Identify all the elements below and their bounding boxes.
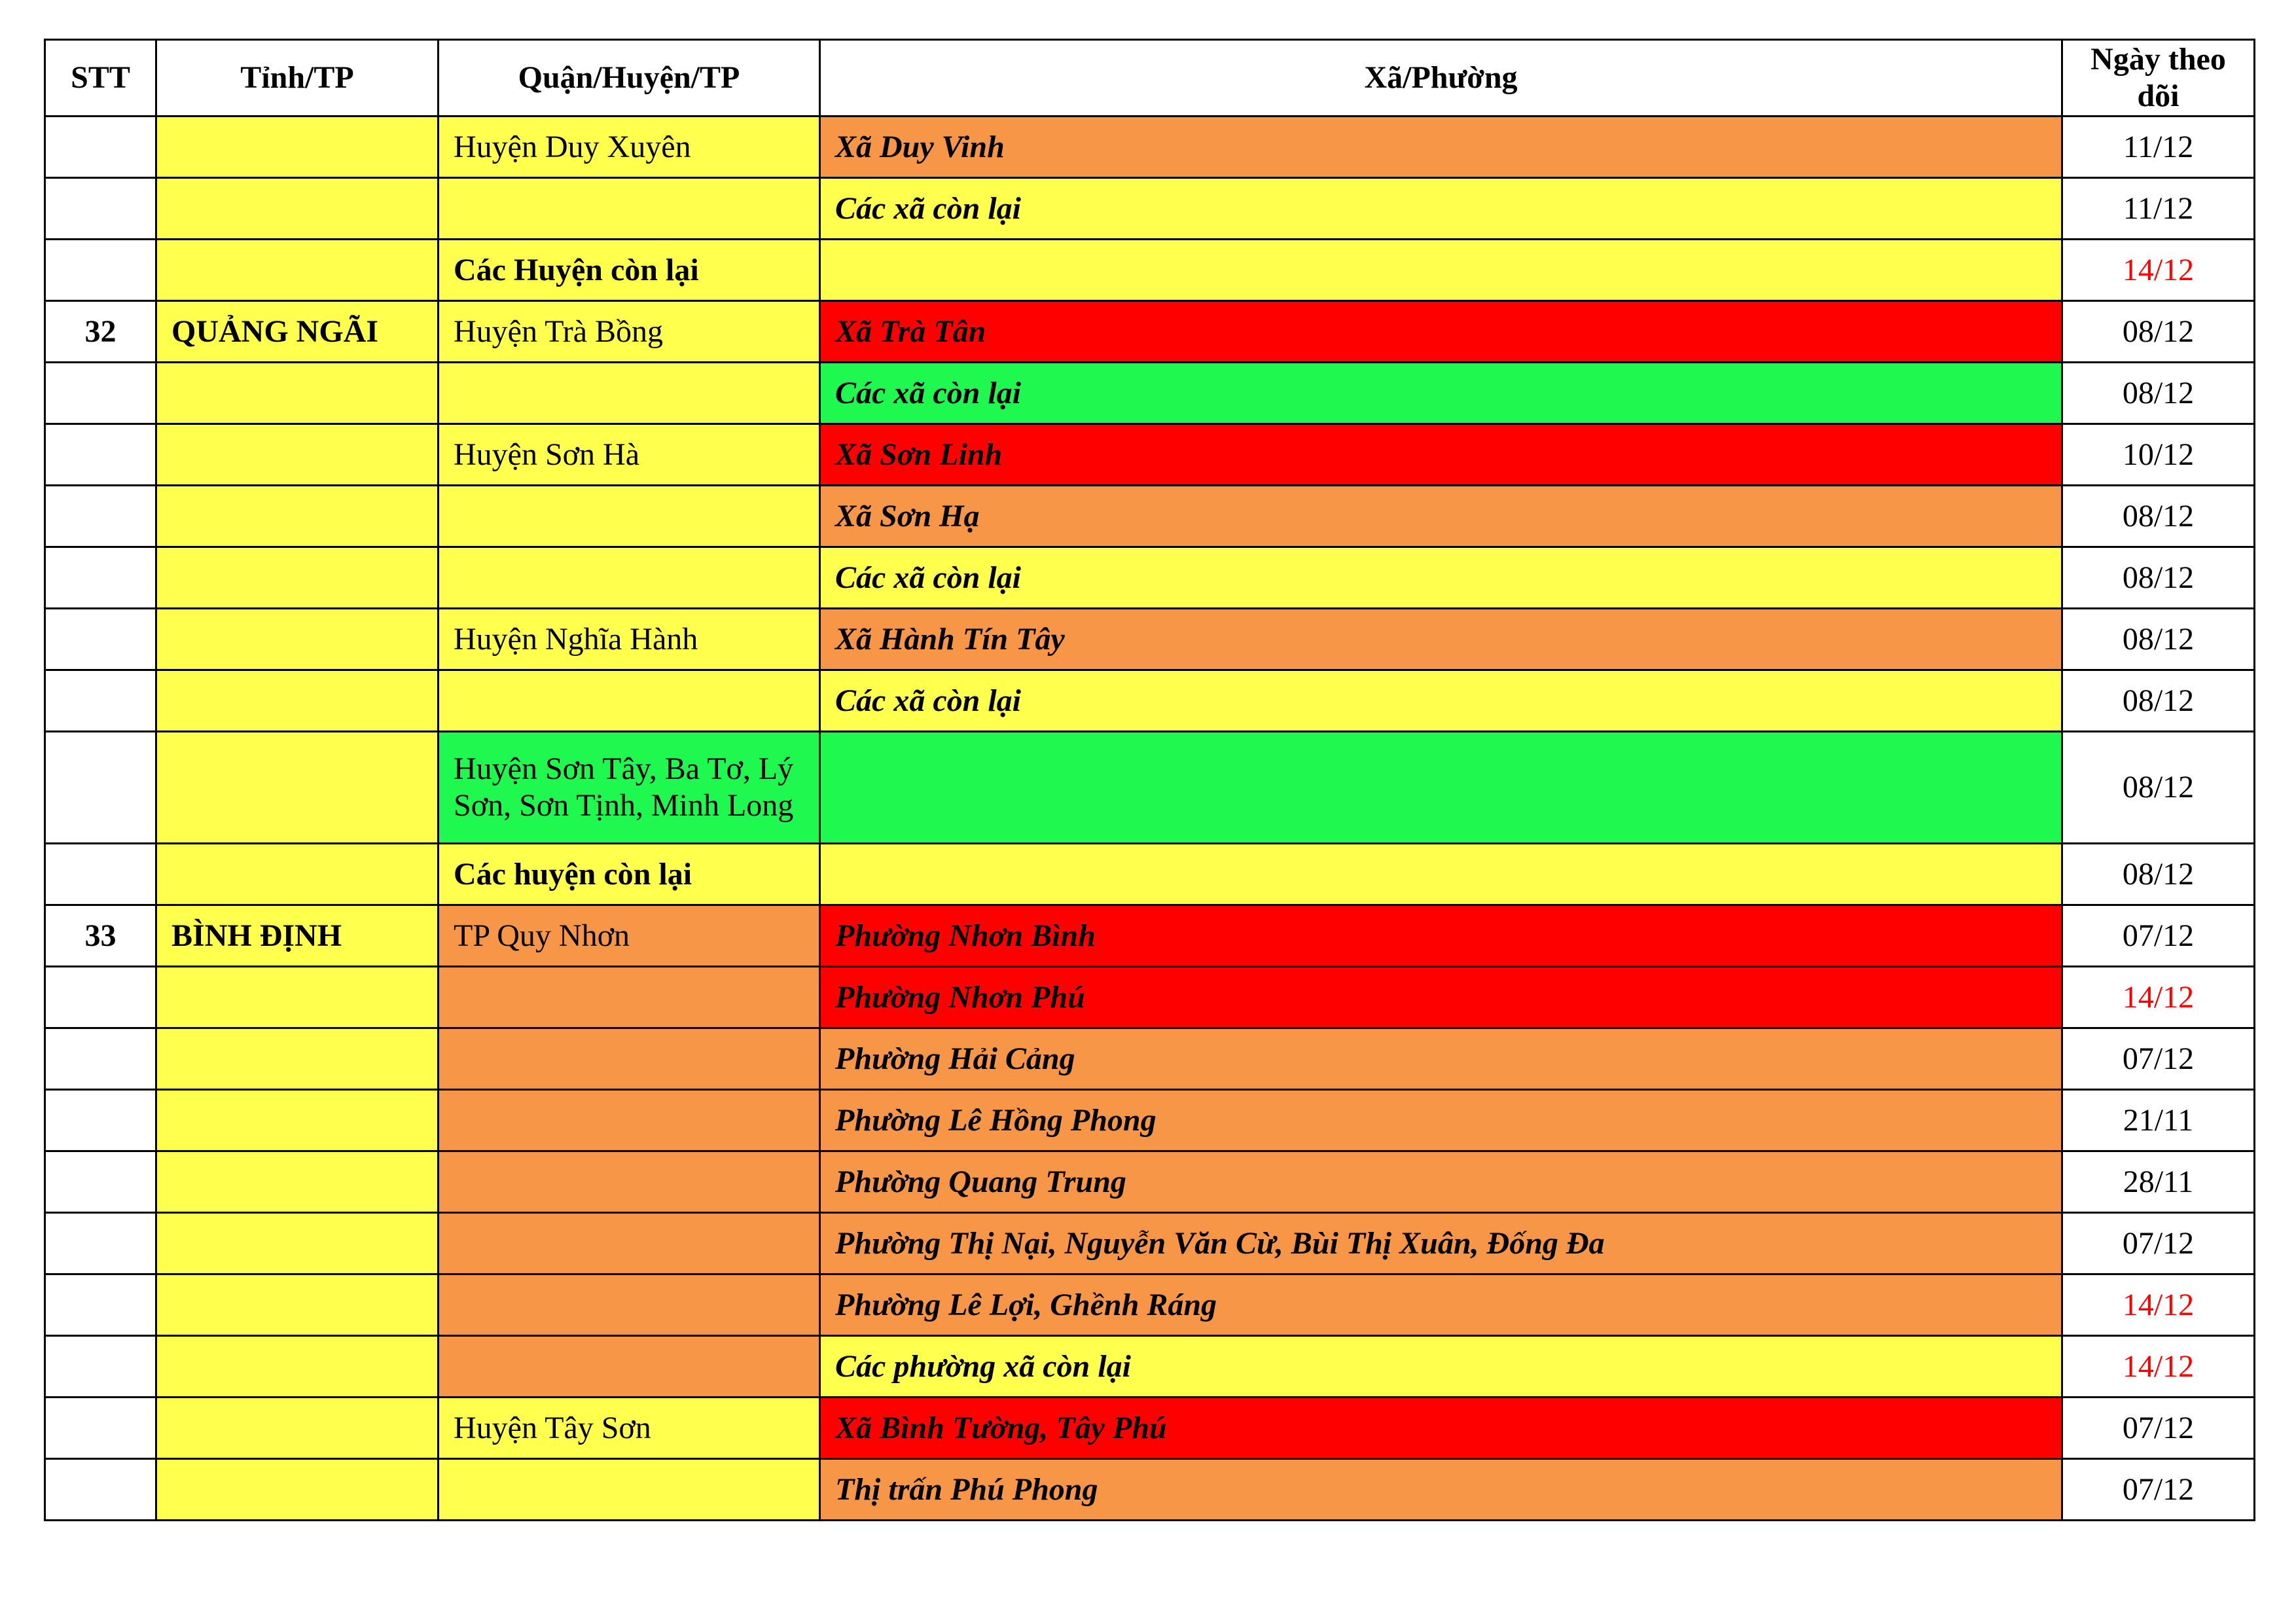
stt-cell — [45, 1090, 156, 1151]
header-province: Tỉnh/TP — [156, 40, 439, 117]
ward-cell: Phường Lê Hồng Phong — [820, 1090, 2062, 1151]
district-cell: Huyện Nghĩa Hành — [439, 609, 820, 670]
ward-cell: Phường Nhơn Phú — [820, 967, 2062, 1028]
table-row — [45, 486, 2255, 547]
province-cell — [156, 1336, 439, 1398]
table-row — [45, 424, 2255, 486]
date-cell: 10/12 — [2062, 424, 2255, 486]
province-cell — [156, 732, 439, 844]
date-cell: 08/12 — [2062, 547, 2255, 609]
stt-cell — [45, 670, 156, 732]
district-cell — [439, 1336, 820, 1398]
province-cell: QUẢNG NGÃI — [156, 301, 439, 363]
stt-cell: 33 — [45, 905, 156, 967]
district-cell — [439, 486, 820, 547]
province-cell — [156, 1028, 439, 1090]
stt-cell — [45, 609, 156, 670]
province-cell — [156, 1398, 439, 1459]
province-cell — [156, 844, 439, 905]
stt-cell — [45, 547, 156, 609]
table-row — [45, 363, 2255, 424]
stt-cell — [45, 1028, 156, 1090]
province-cell — [156, 363, 439, 424]
province-cell — [156, 609, 439, 670]
table-row — [45, 844, 2255, 905]
district-cell — [439, 1213, 820, 1274]
ward-cell: Các xã còn lại — [820, 670, 2062, 732]
stt-cell — [45, 486, 156, 547]
table-row — [45, 1398, 2255, 1459]
district-cell — [439, 967, 820, 1028]
date-cell: 08/12 — [2062, 844, 2255, 905]
stt-cell — [45, 732, 156, 844]
province-cell — [156, 1090, 439, 1151]
table-row — [45, 1151, 2255, 1213]
stt-cell — [45, 117, 156, 178]
ward-cell: Các xã còn lại — [820, 363, 2062, 424]
province-cell — [156, 1151, 439, 1213]
district-cell: Các Huyện còn lại — [439, 240, 820, 301]
date-cell: 08/12 — [2062, 670, 2255, 732]
district-cell: Huyện Tây Sơn — [439, 1398, 820, 1459]
covid-zone-table — [44, 39, 2255, 1521]
ward-cell — [820, 732, 2062, 844]
district-cell — [439, 1274, 820, 1336]
stt-cell — [45, 1213, 156, 1274]
stt-cell — [45, 1459, 156, 1521]
header-ward: Xã/Phường — [820, 40, 2062, 117]
date-cell: 08/12 — [2062, 486, 2255, 547]
ward-cell: Xã Duy Vinh — [820, 117, 2062, 178]
stt-cell — [45, 1151, 156, 1213]
date-cell: 21/11 — [2062, 1090, 2255, 1151]
ward-cell: Các phường xã còn lại — [820, 1336, 2062, 1398]
district-cell: Huyện Duy Xuyên — [439, 117, 820, 178]
stt-cell: 32 — [45, 301, 156, 363]
table-row — [45, 547, 2255, 609]
date-cell: 08/12 — [2062, 609, 2255, 670]
ward-cell: Xã Bình Tường, Tây Phú — [820, 1398, 2062, 1459]
ward-cell: Các xã còn lại — [820, 547, 2062, 609]
date-cell: 07/12 — [2062, 1028, 2255, 1090]
district-cell — [439, 178, 820, 240]
date-cell: 28/11 — [2062, 1151, 2255, 1213]
table-row — [45, 1213, 2255, 1274]
date-cell: 14/12 — [2062, 1274, 2255, 1336]
ward-cell: Các xã còn lại — [820, 178, 2062, 240]
district-cell: Huyện Trà Bồng — [439, 301, 820, 363]
table-row — [45, 240, 2255, 301]
date-cell: 07/12 — [2062, 1398, 2255, 1459]
table-row — [45, 117, 2255, 178]
table-row — [45, 1028, 2255, 1090]
district-cell — [439, 1151, 820, 1213]
province-cell — [156, 967, 439, 1028]
date-cell: 14/12 — [2062, 240, 2255, 301]
date-cell: 08/12 — [2062, 732, 2255, 844]
table-row — [45, 967, 2255, 1028]
date-cell: 07/12 — [2062, 905, 2255, 967]
stt-cell — [45, 240, 156, 301]
province-cell — [156, 240, 439, 301]
date-cell: 11/12 — [2062, 117, 2255, 178]
province-cell — [156, 178, 439, 240]
table-row — [45, 732, 2255, 844]
district-cell: TP Quy Nhơn — [439, 905, 820, 967]
province-cell — [156, 670, 439, 732]
header-date: Ngày theo dõi — [2062, 40, 2255, 117]
district-cell — [439, 1459, 820, 1521]
header-stt: STT — [45, 40, 156, 117]
district-cell — [439, 1090, 820, 1151]
ward-cell: Phường Hải Cảng — [820, 1028, 2062, 1090]
province-cell — [156, 486, 439, 547]
date-cell: 07/12 — [2062, 1213, 2255, 1274]
date-cell: 11/12 — [2062, 178, 2255, 240]
stt-cell — [45, 844, 156, 905]
province-cell — [156, 547, 439, 609]
province-cell: BÌNH ĐỊNH — [156, 905, 439, 967]
district-cell: Huyện Sơn Hà — [439, 424, 820, 486]
province-cell — [156, 1274, 439, 1336]
province-cell — [156, 424, 439, 486]
date-cell: 08/12 — [2062, 301, 2255, 363]
district-cell — [439, 1028, 820, 1090]
province-cell — [156, 117, 439, 178]
stt-cell — [45, 424, 156, 486]
ward-cell — [820, 844, 2062, 905]
stt-cell — [45, 967, 156, 1028]
table-row — [45, 1090, 2255, 1151]
date-cell: 08/12 — [2062, 363, 2255, 424]
district-cell — [439, 670, 820, 732]
header-row — [45, 40, 2255, 117]
ward-cell: Phường Lê Lợi, Ghềnh Ráng — [820, 1274, 2062, 1336]
date-cell: 07/12 — [2062, 1459, 2255, 1521]
table-row — [45, 670, 2255, 732]
ward-cell: Xã Sơn Hạ — [820, 486, 2062, 547]
ward-cell — [820, 240, 2062, 301]
district-cell: Các huyện còn lại — [439, 844, 820, 905]
stt-cell — [45, 1274, 156, 1336]
date-cell: 14/12 — [2062, 1336, 2255, 1398]
ward-cell: Thị trấn Phú Phong — [820, 1459, 2062, 1521]
table-row — [45, 609, 2255, 670]
district-cell — [439, 547, 820, 609]
table-row — [45, 301, 2255, 363]
province-cell — [156, 1213, 439, 1274]
ward-cell: Xã Hành Tín Tây — [820, 609, 2062, 670]
table-row — [45, 178, 2255, 240]
header-district: Quận/Huyện/TP — [439, 40, 820, 117]
ward-cell: Phường Quang Trung — [820, 1151, 2062, 1213]
province-cell — [156, 1459, 439, 1521]
district-cell: Huyện Sơn Tây, Ba Tơ, Lý Sơn, Sơn Tịnh, Minh Long — [439, 732, 820, 844]
stt-cell — [45, 1336, 156, 1398]
ward-cell: Phường Thị Nại, Nguyễn Văn Cừ, Bùi Thị Xuân, Đống Đa — [820, 1213, 2062, 1274]
stt-cell — [45, 1398, 156, 1459]
table-row — [45, 1274, 2255, 1336]
table-row — [45, 1459, 2255, 1521]
stt-cell — [45, 178, 156, 240]
ward-cell: Xã Trà Tân — [820, 301, 2062, 363]
table-row — [45, 1336, 2255, 1398]
stt-cell — [45, 363, 156, 424]
ward-cell: Phường Nhơn Bình — [820, 905, 2062, 967]
table-row — [45, 905, 2255, 967]
district-cell — [439, 363, 820, 424]
date-cell: 14/12 — [2062, 967, 2255, 1028]
ward-cell: Xã Sơn Linh — [820, 424, 2062, 486]
